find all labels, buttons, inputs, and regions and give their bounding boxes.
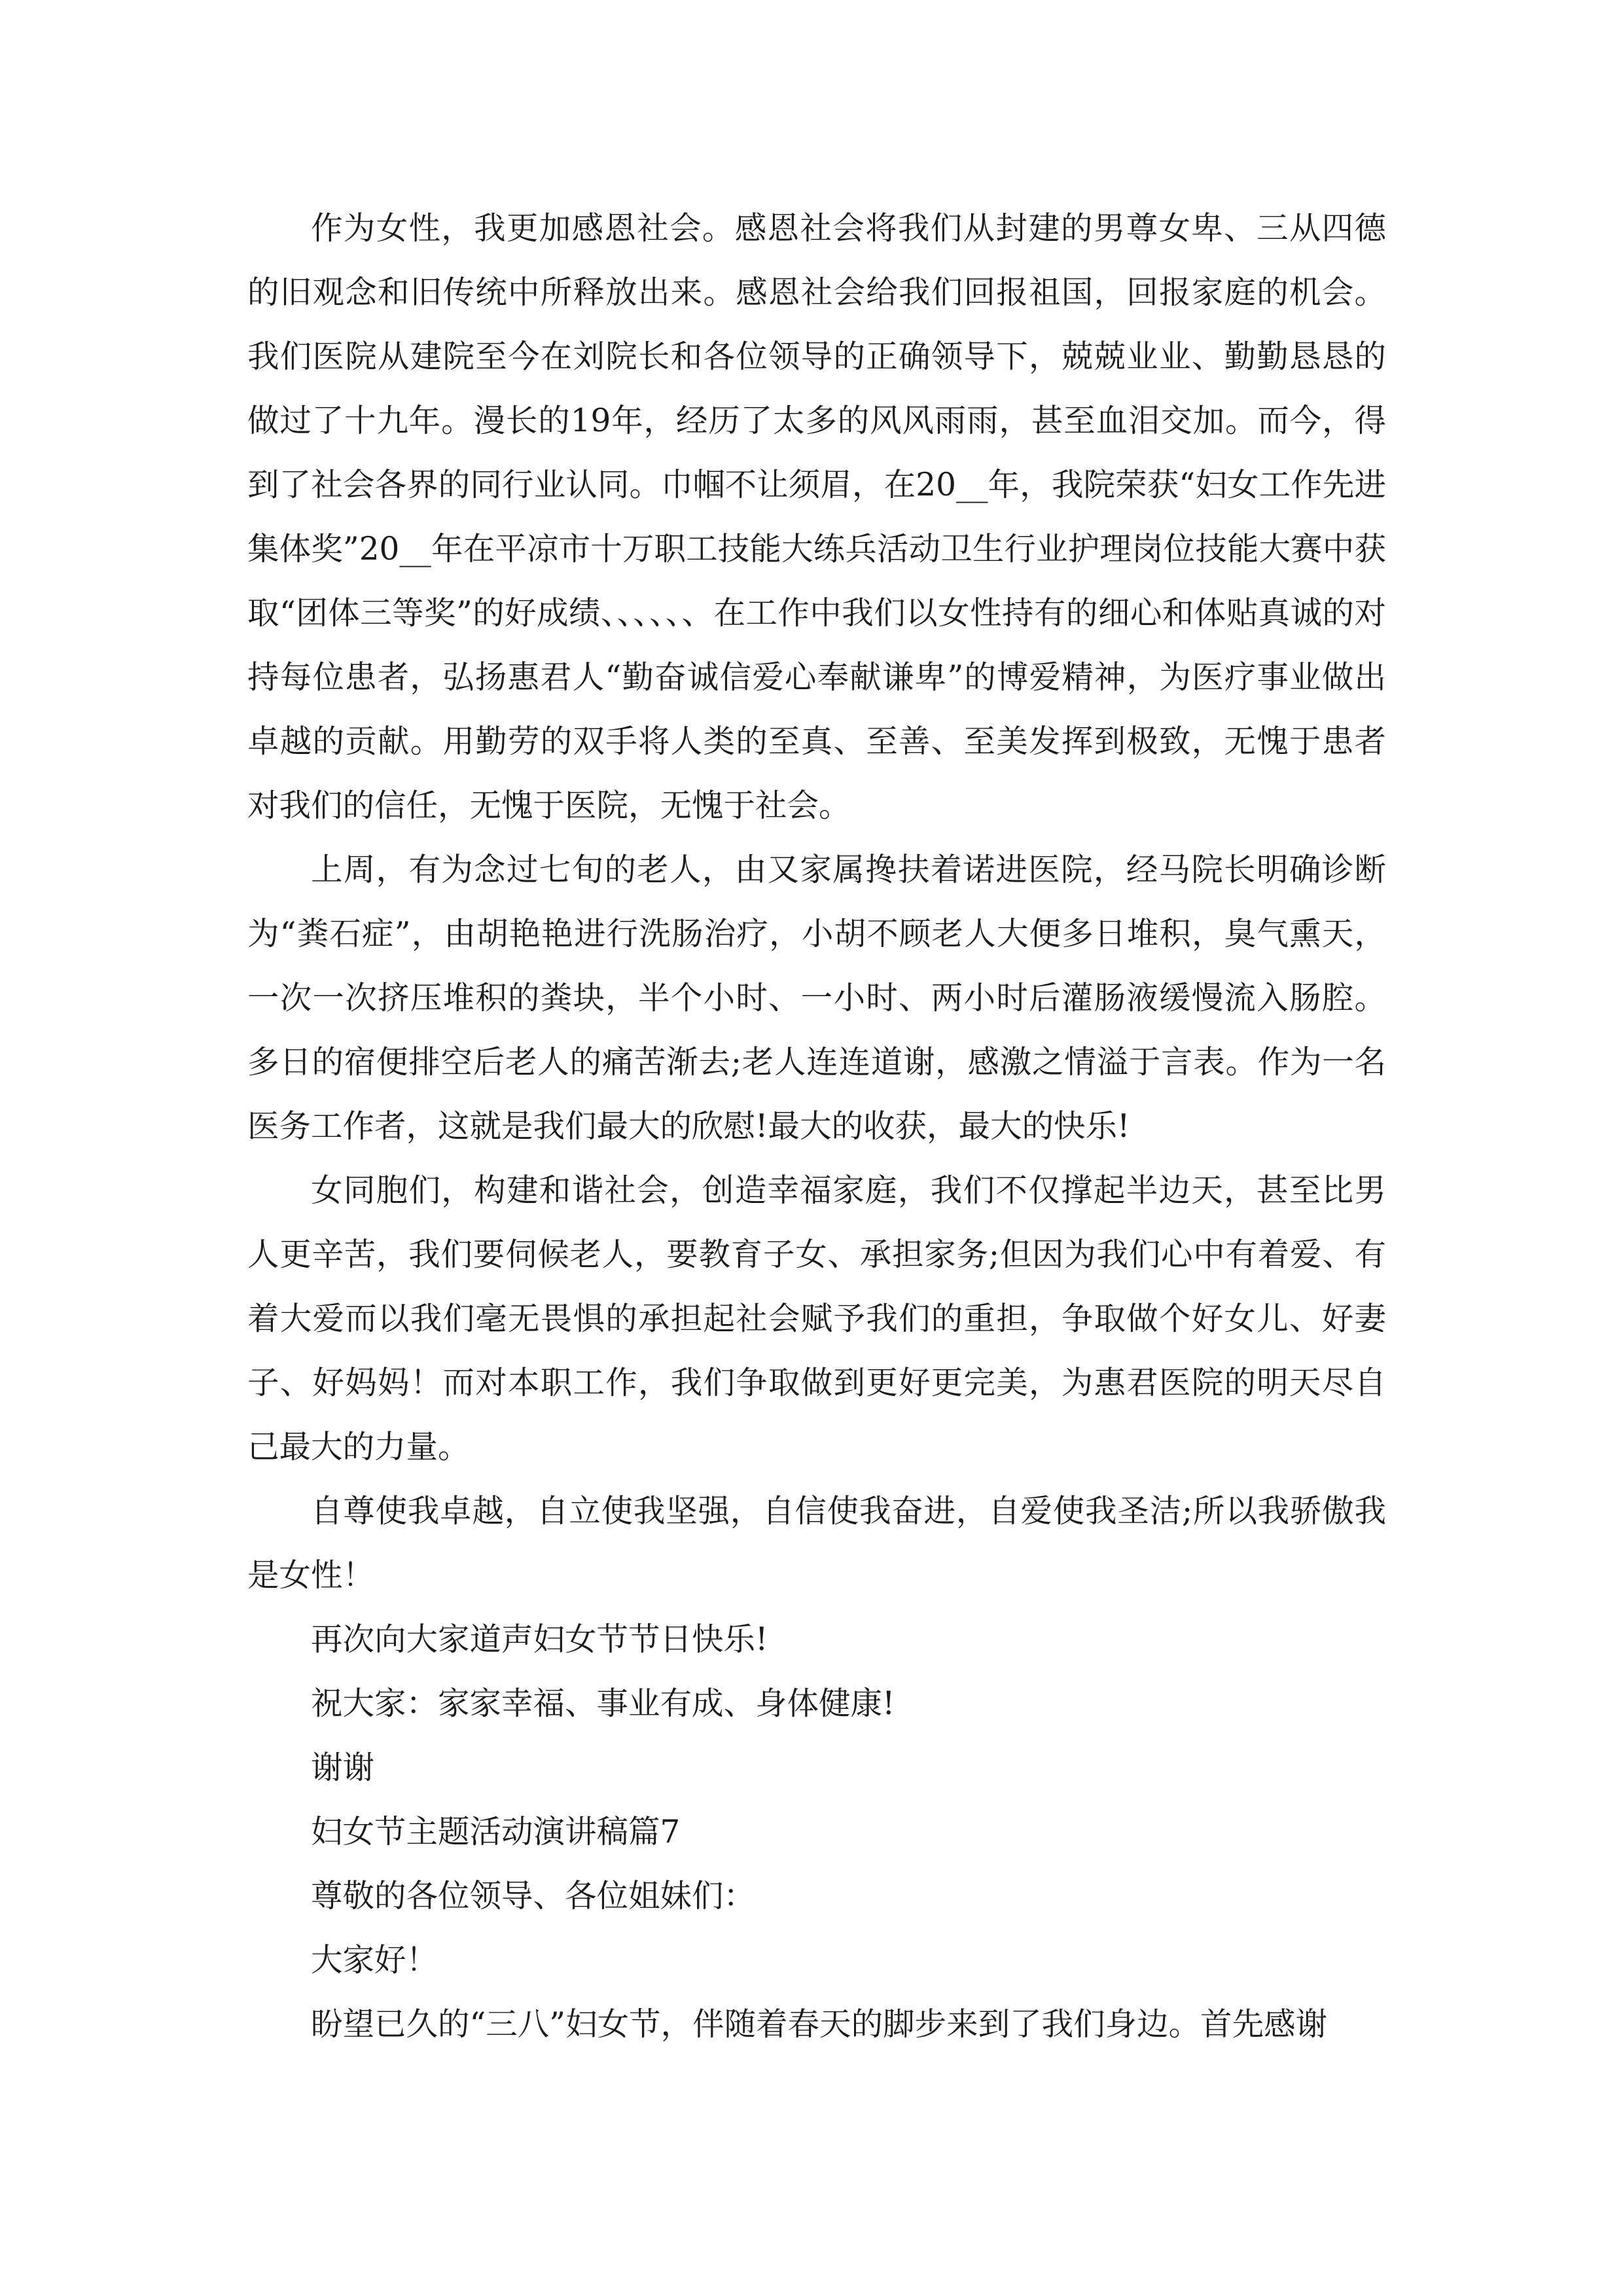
salutation: 尊敬的各位领导、各位姐妹们： (311, 1878, 756, 1914)
paragraph-women-compatriots: 女同胞们，构建和谐社会，创造幸福家庭，我们不仅撑起半边天，甚至比男人更辛苦，我们要伺候老人，要教育子女、承担家务;但因为我们心中有着爱、有着大爱而以我们毫无畏惧的承担起社会赋予我们的重担，争取做个好女儿、好妻子、好妈妈！而对本职工作，我们争取做到更好更完美，为惠君医院的明天尽自己最大的力量。 (247, 1172, 1386, 1465)
paragraph-gratitude-to-society: 作为女性，我更加感恩社会。感恩社会将我们从封建的男尊女卑、三从四德的旧观念和旧传统中所释放出来。感恩社会给我们回报祖国，回报家庭的机会。我们医院从建院至今在刘院长和各位领导的正确领导下，兢兢业业、勤勤恳恳的做过了十九年。漫长的19年，经历了太多的风风雨雨，甚至血泪交加。而今，得到了社会各界的同行业认同。巾帼不让须眉，在20__年，我院荣获“妇女工作先进集体奖”20__年在平凉市十万职工技能大练兵活动卫生行业护理岗位技能大赛中获取“团体三等奖”的好成绩、、、、、、在工作中我们以女性持有的细心和体贴真诚的对持每位患者，弘扬惠君人“勤奋诚信爱心奉献谦卑”的博爱精神，为医疗事业做出卓越的贡献。用勤劳的双手将人类的至真、至善、至美发挥到极致，无愧于患者对我们的信任，无愧于医院，无愧于社会。 (247, 210, 1386, 824)
paragraph-opening: 盼望已久的“三八”妇女节，伴随着春天的脚步来到了我们身边。首先感谢 (311, 2006, 1328, 2043)
paragraph-blessing: 祝大家：家家幸福、事业有成、身体健康! (311, 1685, 895, 1722)
paragraph-elderly-patient-story: 上周，有为念过七旬的老人，由又家属搀扶着诺进医院，经马院长明确诊断为“粪石症”，由胡艳艳进行洗肠治疗，小胡不顾老人大便多日堆积，臭气熏天，一次一次挤压堆积的粪块，半个小时、一小时、两小时后灌肠液缓慢流入肠腔。多日的宿便排空后老人的痛苦渐去;老人连连道谢，感激之情溢于言表。作为一名医务工作者，这就是我们最大的欣慰!最大的收获，最大的快乐! (247, 852, 1386, 1145)
paragraph-holiday-greeting: 再次向大家道声妇女节节日快乐! (311, 1621, 768, 1658)
paragraph-self-respect: 自尊使我卓越，自立使我坚强，自信使我奋进，自爱使我圣洁;所以我骄傲我是女性！ (247, 1493, 1386, 1594)
document-body (247, 196, 1386, 2056)
greeting: 大家好！ (311, 1942, 438, 1979)
paragraph-thanks: 谢谢 (311, 1749, 375, 1786)
section-heading: 妇女节主题活动演讲稿篇7 (311, 1814, 681, 1850)
